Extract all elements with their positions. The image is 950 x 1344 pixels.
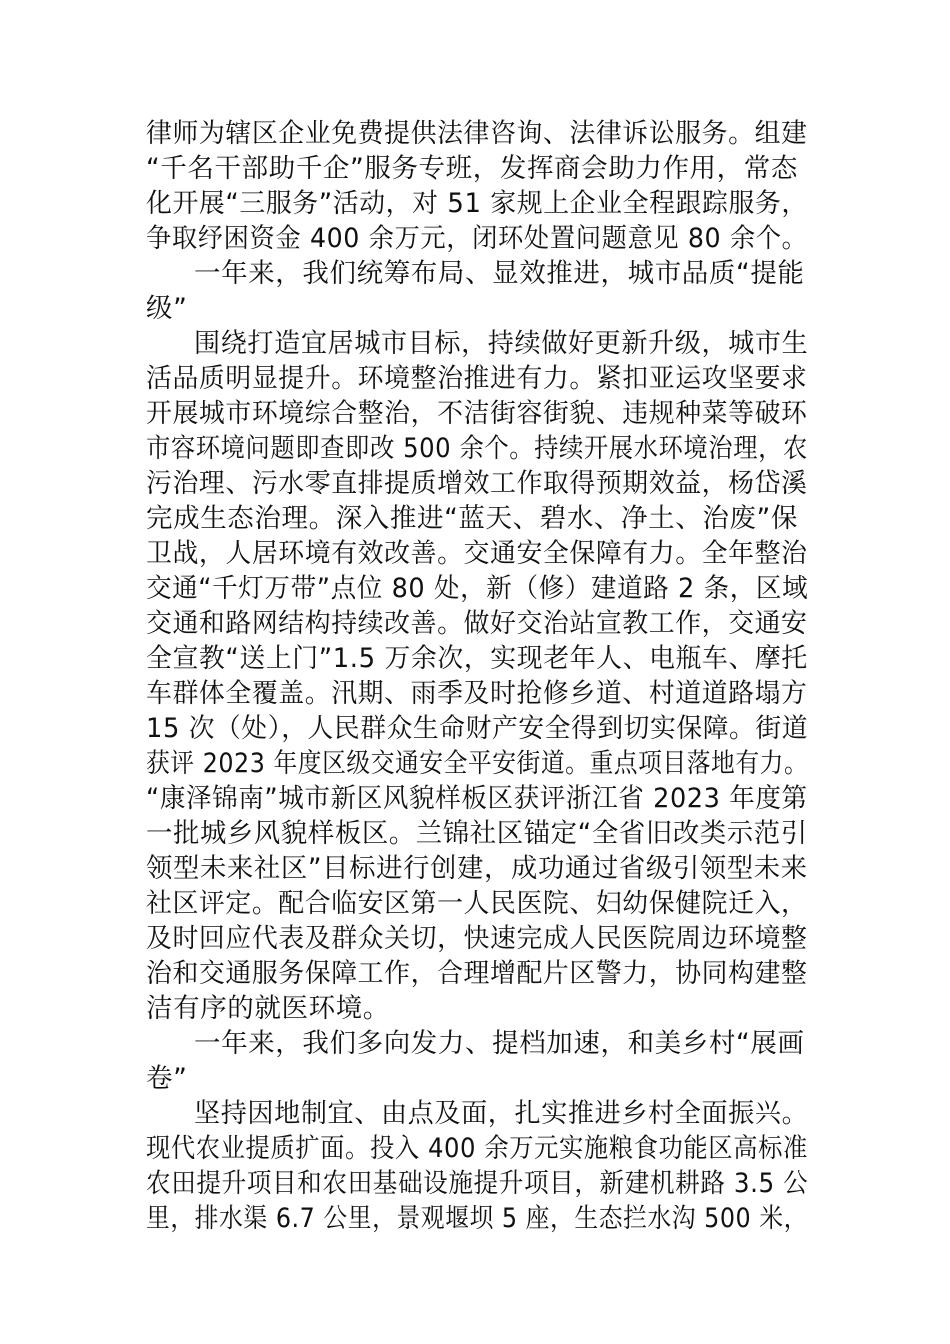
text-line: 领型未来社区”目标进行创建，成功通过省级引领型未来 xyxy=(146,853,808,884)
text-line: “千名干部助千企”服务专班，发挥商会助力作用，常态 xyxy=(146,153,798,184)
text-line: 交通和路网结构持续改善。做好交治站宣教工作，交通安 xyxy=(146,608,808,639)
text-line: 里，排水渠 6.7 公里，景观堰坝 5 座，生态拦水沟 500 米， xyxy=(146,1203,809,1234)
text-line: 污治理、污水零直排提质增效工作取得预期效益，杨岱溪 xyxy=(146,468,808,499)
text-line: 农田提升项目和农田基础设施提升项目，新建机耕路 3.5 公 xyxy=(146,1168,809,1199)
text-line: 洁有序的就医环境。 xyxy=(146,993,390,1024)
text-line: 围绕打造宜居城市目标，持续做好更新升级，城市生 xyxy=(194,328,809,359)
text-line: 社区评定。配合临安区第一人民医院、妇幼保健院迁入， xyxy=(146,888,808,919)
section-heading-line: 卷” xyxy=(146,1063,188,1094)
text-line: “康泽锦南”城市新区风貌样板区获评浙江省 2023 年度第 xyxy=(146,783,808,814)
text-line: 全宣教“送上门”1.5 万余次，实现老年人、电瓶车、摩托 xyxy=(146,643,808,674)
text-line: 现代农业提质扩面。投入 400 余万元实施粮食功能区高标准 xyxy=(146,1133,808,1164)
text-line: 活品质明显提升。环境整治推进有力。紧扣亚运攻坚要求 xyxy=(146,363,808,394)
section-heading-line: 一年来，我们多向发力、提档加速，和美乡村“展画 xyxy=(194,1028,805,1059)
section-heading-line: 级” xyxy=(146,293,188,324)
text-line: 获评 2023 年度区级交通安全平安街道。重点项目落地有力。 xyxy=(146,748,809,779)
text-line: 开展城市环境综合整治，不洁街容街貌、违规种菜等破环 xyxy=(146,398,808,429)
text-line: 市容环境问题即查即改 500 余个。持续开展水环境治理，农 xyxy=(146,433,808,464)
text-line: 完成生态治理。深入推进“蓝天、碧水、净土、治废”保 xyxy=(146,503,798,534)
text-line: 15 次（处），人民群众生命财产安全得到切实保障。街道 xyxy=(146,713,809,744)
text-line: 坚持因地制宜、由点及面，扎实推进乡村全面振兴。 xyxy=(194,1098,809,1129)
section-heading-line: 一年来，我们统筹布局、显效推进，城市品质“提能 xyxy=(194,258,805,289)
text-line: 治和交通服务保障工作，合理增配片区警力，协同构建整 xyxy=(146,958,808,989)
text-line: 一批城乡风貌样板区。兰锦社区锚定“全省旧改类示范引 xyxy=(146,818,808,849)
text-line: 争取纾困资金 400 余万元，闭环处置问题意见 80 余个。 xyxy=(146,223,808,254)
text-line: 交通“千灯万带”点位 80 处，新（修）建道路 2 条，区域 xyxy=(146,573,809,604)
text-line: 卫战，人居环境有效改善。交通安全保障有力。全年整治 xyxy=(146,538,808,569)
text-line: 化开展“三服务”活动，对 51 家规上企业全程跟踪服务， xyxy=(146,188,808,219)
text-line: 车群体全覆盖。汛期、雨季及时抢修乡道、村道道路塌方 xyxy=(146,678,808,709)
text-line: 律师为辖区企业免费提供法律咨询、法律诉讼服务。组建 xyxy=(146,118,808,149)
text-line: 及时回应代表及群众关切，快速完成人民医院周边环境整 xyxy=(146,923,808,954)
